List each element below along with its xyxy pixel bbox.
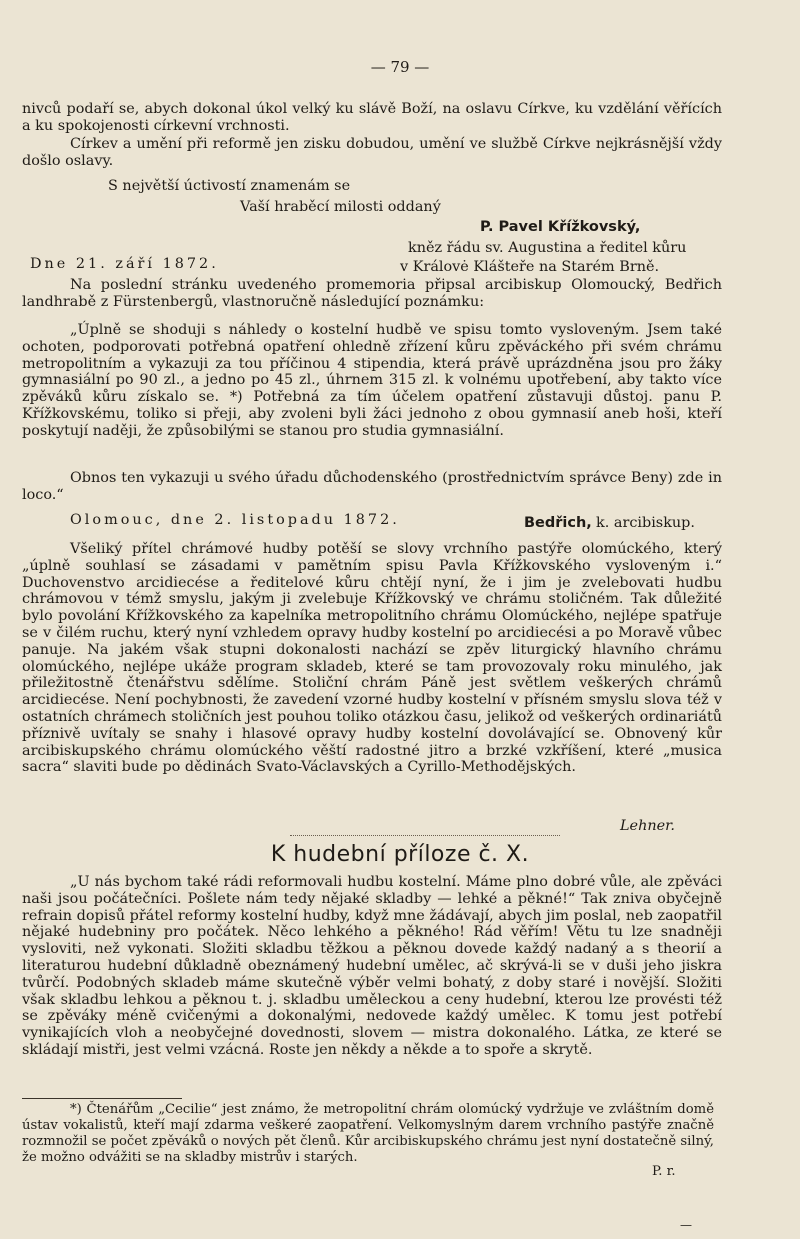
signature-krizkovsky: P. Pavel Křížkovský, [480,219,641,235]
archbishop-quote: „Úplně se shoduji s náhledy o kostelní hudbě ve spisu tomto vysloveným. Jsem také ochoten, podporovati potřebná opatření ohledně zřízení kůru zpěváckého při svém chrámu metropolitním a vykazuji za tou příčinou 4 stipendia, která právě uprázdněna jsou pro žáky gymnasiální po 90 zl., a jedno po 45 zl., úhrnem 315 zl. k volnému upotřebení, aby takto více zpěváků kůru získalo se. *) Potřebná za tím účelem opatření zůstavuji důstoj. panu P. Křížkovskému, toliko si přeji, aby zvoleni byli žáci jednoho z obou gymnasií aneb hoši, kteří poskytují naději, že způsobilými se stanou pro studia gymnasiální. [22,322,722,439]
footnote: *) Čtenářům „Cecilie“ jest známo, že metropolitní chrám olomúcký vydržuje ve zvláštním domě ústav vokalistů, kteří mají zdarma veškeré zaopatření. Velkomyslným darem vrchního pastýře značně rozmnožil se počet zpěváků o nových pět členů. Kůr arcibiskupského chrámu jest nyní dostatečně silný, že možno odvážiti se na skladby mistrův i starých. [22,1102,714,1165]
archbishop-quote-continued: Obnos ten vykazuji u svého úřadu důchodenského (prostřednictvím správce Beny) zde in loco.“ [22,470,722,503]
commentary-author: Lehner. [620,818,675,834]
signer-title-1: kněz řádu sv. Augustina a ředitel kůru [408,240,687,256]
page-number: — 79 — [370,58,430,76]
intro-paragraph-1: nivců podaří se, abych dokonal úkol velký ku slávě Boží, na oslavu Církve, ku vzdělání věřících a ku spokojenosti církevní vrchnosti. [22,101,722,134]
archbishop-title: k. arcibiskup. [596,515,695,531]
closing-line-1: S největší úctivostí znamenám se [108,178,351,194]
archbishop-note-intro: Na poslední stránku uvedeného promemoria připsal arcibiskup Olomoucký, Bedřich landhrabě z Fürstenbergů, vlastnoručně následující poznámku: [22,277,722,310]
archbishop-note-date: Olomouc, dne 2. listopadu 1872. [70,512,400,528]
intro-paragraph-2: Církev a umění při reformě jen zisku dobudou, umění ve službě Církve nejkrásnější vždy došlo oslavy. [22,136,722,169]
corner-mark: — [680,1218,692,1232]
section-heading: K hudební příloze č. X. [270,842,530,867]
signature-bedrich: Bedřich, [524,515,592,531]
footnote-rule [22,1098,182,1099]
signer-title-2: v Královė Klášteře na Starém Brně. [400,259,660,275]
section-paragraph: „U nás bychom také rádi reformovali hudbu kostelní. Máme plno dobré vůle, ale zpěváci naši jsou počátečníci. Pošlete nám tedy nějaké skladby — lehké a pěkné!“ Tak zniva obyčejně refrain dopisů přátel reformy kostelní hudby, když mne žádávají, abych jim poslal, neb zaopatřil nějaké hudebniny pro počátek. Něco lehkého a pěkného! Rád věřím! Větu tu lze snadněji vysloviti, než vykonati. Složiti skladbu těžkou a pěknou dovede každý nadaný a s theorií a literaturou hudební důkladně obeznámený hudební umělec, ač skrývá-li se v duši jeho jiskra tvůrčí. Podobných skladeb máme skutečně výběr velmi bohatý, z doby staré i novější. Složiti však skladbu lehkou a pěknou t. j. skladbu uměleckou a ceny hudební, kterou lze provésti též se zpěváky méně cvičenými a dokonalými, nedovede každý umělec. K tomu jest potřebí vynikajících vloh a neobyčejné dovednosti, slovem — mistra dokonalého. Látka, ze které se skládají mistři, jest velmi vzácná. Roste jen někdy a někde a to spoře a skrytě. [22,874,722,1058]
letter-date: Dne 21. září 1872. [30,256,219,272]
closing-line-2: Vaší hraběcí milosti oddaný [240,199,441,215]
section-divider [290,835,560,836]
commentary-paragraph: Všeliký přítel chrámové hudby potěší se slovy vrchního pastýře olomúckého, který „úplně souhlasí se zásadami v pamětním spisu Pavla Křížkovského vysloveným i.“ Duchovenstvo arcidiecése a ředitelové kůru chtějí nyní, že i jim je zvelebovati hudbu chrámovou v témž smyslu, jakým ji zvelebuje Křížkovský ve chrámu stoličném. Tak důležité bylo povolání Křížkovského za kapelníka metropolitního chrámu Olomúckého, nejlépe spatřuje se v čilém ruchu, který nyní vzhledem opravy hudby kostelní po arcidiecési a po Moravě vůbec panuje. Na jakém však stupni dokonalosti nachází se zpěv liturgický hlavního chrámu olomúckého, nejlépe ukáže program skladeb, které se tam provozovaly roku minulého, jak přiležitostně čtenářstvu sdělíme. Stoliční chrám Páně jest světlem veškerých chrámů arcidiecése. Není pochybnosti, že zavedení vzorné hudby kostelní v přísném smyslu slova též v ostatních chrámech stoličních jest pouhou toliko otázkou času, jelikož od veškerých ordinariátů příznivě uvítaly se snahy i hlasové opravy hudby kostelní dovolávající se. Obnovený kůr arcibiskupského chrámu olomúckého věští radostné jitro a brzké vzkříšení, které „musica sacra“ slaviti bude po dědinách Svato-Václavských a Cyrillo-Methodějských. [22,541,722,776]
footnote-author: P. r. [652,1164,676,1179]
